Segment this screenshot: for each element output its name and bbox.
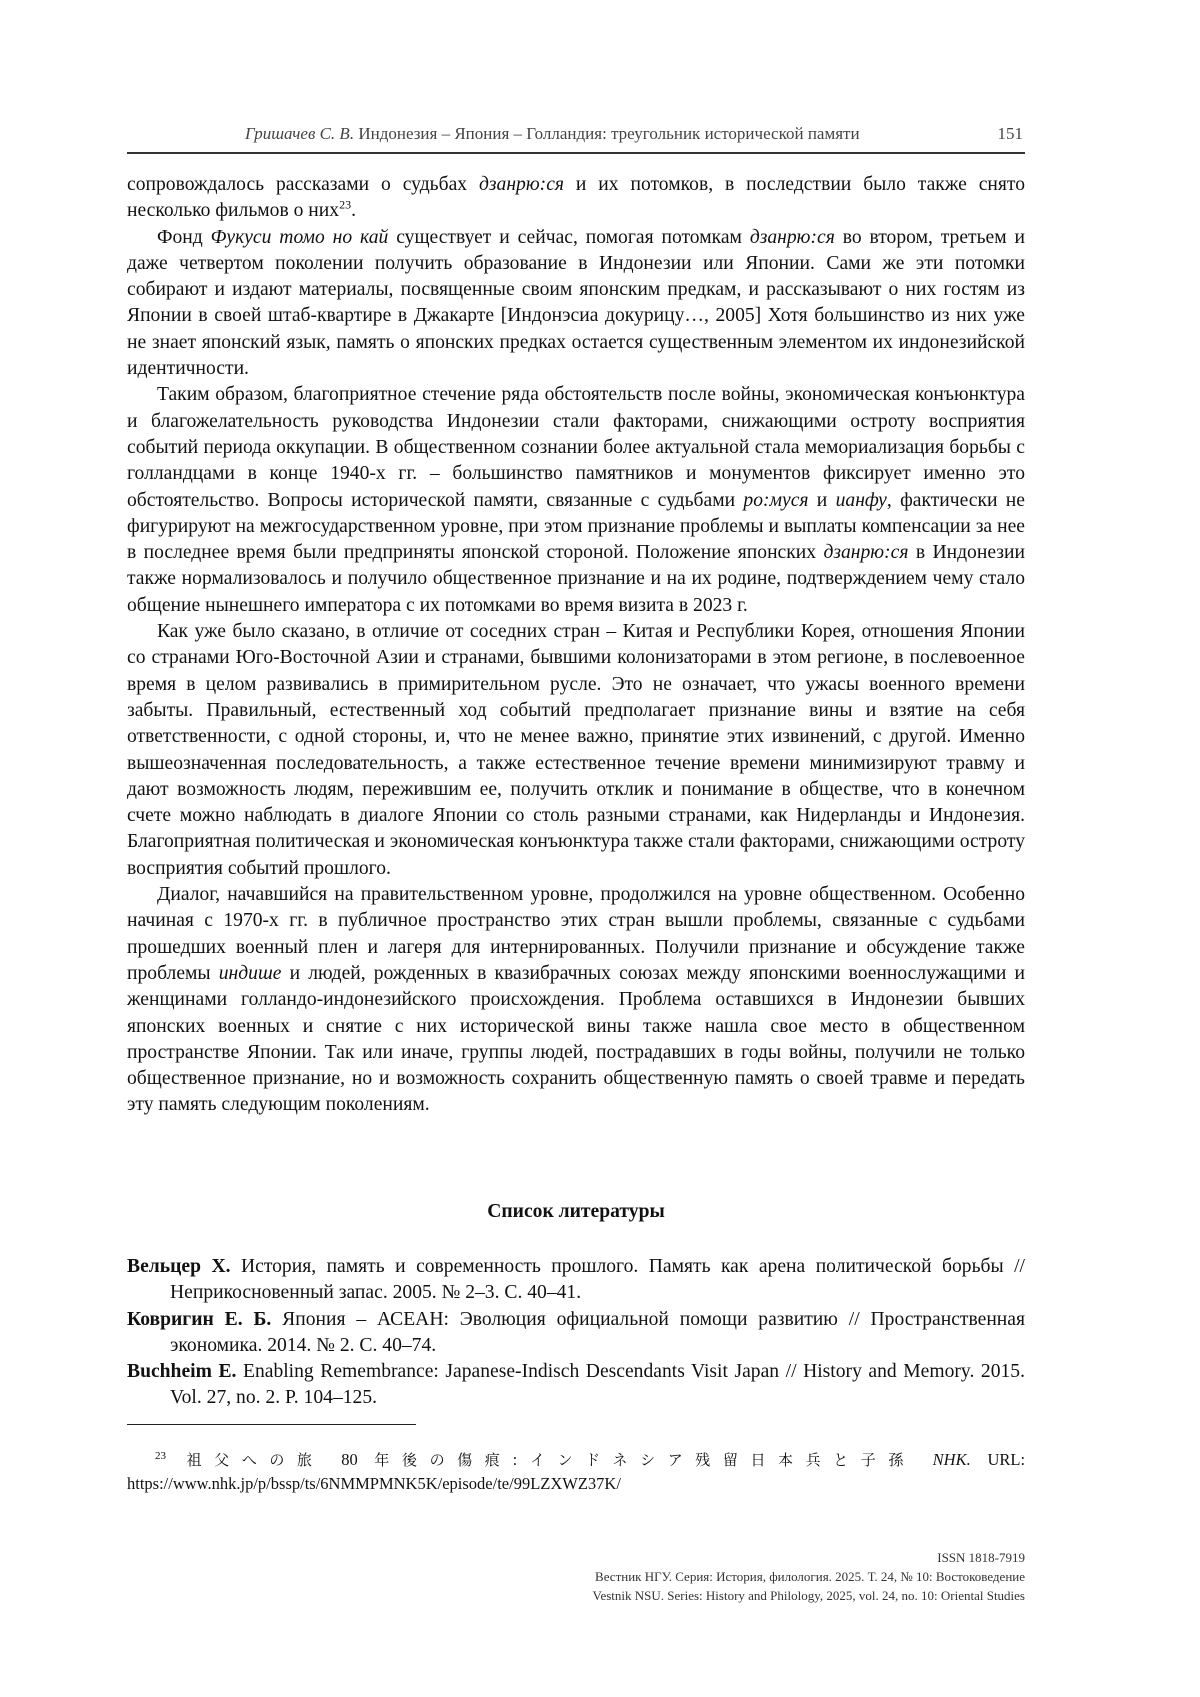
italic-term: ро:муся [743,489,809,511]
text-run: существует и сейчас, помогая потомкам [388,226,750,248]
text-run: и людей, рожденных в квазибрачных союзах между японскими военнослужащими и женщинами голландо-индонезийского происхождения. Проблема оставшихся в Индонезии бывших японских военных и снятие с них исторической вины также нашла свое место в общественном пространстве Японии. Так или иначе, группы людей, пострадавших в годы войны, получили не только общественное признание, но и возможность сохранить общественную память о своей травме и передать эту память следующим поколениям. [127,962,1026,1116]
text-run: сопровождалось рассказами о судьбах [127,174,479,195]
italic-term: дзанрю:ся [478,174,564,195]
paragraph-3 [127,382,1025,619]
journal-en: Vestnik NSU. Series: History and Philology, 2025, vol. 24, no. 10: Oriental Studies [592,1588,1025,1603]
paragraph-5 [127,882,1025,1119]
reference-item [127,1359,1025,1412]
text-run: и их потомков, в последствии было также снято несколько фильмов о них [127,174,1025,222]
references-list [127,1254,1025,1412]
paragraph-1 [127,172,1025,225]
italic-term: дзанрю:ся [749,226,835,248]
article-body [127,172,1025,1119]
footnote-source: NHK. [932,1450,971,1469]
footnote-23 [127,1448,1025,1496]
text-run: в Индонезии также нормализовалось и получило общественное признание и на их родине, подтверждением чему стало общение нынешнего императора с их потомками во время визита в 2023 г. [127,542,1025,616]
italic-term: индише [218,962,282,984]
colophon [593,1548,1025,1605]
reference-text: Япония – АСЕАН: Эволюция официальной помощи развитию // Пространственная экономика. 2014. № 2. С. 40–74. [170,1308,1025,1356]
reference-author: Вельцер Х. [127,1256,231,1277]
text-run: и [808,489,836,511]
footnote-cjk-title: 年後の傷痕:インドネシア残留日本兵と子孫 [374,1451,916,1469]
footnote-ref[interactable]: 23 [339,197,352,212]
footnote-mark: 23 [155,1449,166,1462]
running-header [127,120,1025,154]
reference-item [127,1307,1025,1360]
text-run: , фактически не фигурируют на межгосударственном уровне, при этом признание проблемы и выплаты компенсации за нее в последнее время были предприняты японской стороной. Положение японских [127,489,1025,564]
text-run: Диалог, начавшийся на правительственном уровне, продолжился на уровне общественном. Особенно начиная с 1970-х гг. в публичное пространство этих стран вышли проблемы, связанные с судьбами прошедших военный плен и лагеря для интернированных. Получили признание и обсуждение также проблемы [127,884,1025,984]
reference-item [127,1254,1025,1307]
journal-ru: Вестник НГУ. Серия: История, филология. 2025. Т. 24, № 10: Востоковедение [595,1569,1025,1584]
reference-author: Buchheim E. [127,1361,237,1383]
header-article-title: Индонезия – Япония – Голландия: треугольник исторической памяти [358,124,860,143]
text-run: во втором, третьем и даже четвертом поколении получить образование в Индонезии или Японии. Сами же эти потомки собирают и издают материалы, посвященные своим японским предкам, и рассказывают о них гостям из Японии в своей штаб-квартире в Джакарте [Индонэсиа докурицу…, 2005] Хотя большинство из них уже не знает японский язык, память о японских предках остается существенным элементом их индонезийской идентичности. [127,226,1025,380]
footnote-cjk-title: 祖父への旅 [174,1451,325,1469]
footnote-url[interactable]: URL: https://www.nhk.jp/p/bssp/ts/6NMMPMNK5K/episode/te/99LZXWZ37K/ [127,1450,1026,1493]
italic-term: ианфу [835,489,887,511]
reference-author: Ковригин Е. Б. [127,1308,272,1330]
italic-term: дзанрю:ся [823,542,909,564]
reference-text: Enabling Remembrance: Japanese-Indisch Descendants Visit Japan // History and Memory. 2015. Vol. 27, no. 2. P. 104–125. [170,1361,1025,1409]
footnote-divider [127,1424,416,1425]
reference-text: История, память и современность прошлого. Память как арена политической борьбы // Неприкосновенный запас. 2005. № 2–3. С. 40–41. [170,1256,1025,1304]
text-run: Фонд [157,226,211,248]
footnote-number: 80 [324,1450,375,1469]
page-number: 151 [997,124,1023,143]
header-author: Гришачев С. В. [245,124,355,143]
italic-term: Фукуси томо но кай [210,226,389,248]
paragraph-4: Как уже было сказано, в отличие от соседних стран – Китая и Республики Корея, отношения Японии со странами Юго-Восточной Азии и странами, бывшими колонизаторами в этом регионе, в послевоенное время в целом развивались в примирительном русле. Это не означает, что ужасы военного времени забыты. Правильный, естественный ход событий предполагает признание вины и взятие на себя ответственности, с одной стороны, и, что не менее важно, принятие этих извинений, с другой. Именно вышеозначенная последовательность, а также естественное течение времени минимизируют травму и дают возможность людям, пережившим ее, получить отклик и понимание в обществе, что в конечном счете можно наблюдать в диалоге Японии со столь разными странами, как Нидерланды и Индонезия. Благоприятная политическая и экономическая конъюнктура также стали факторами, снижающими остроту восприятия событий прошлого. [127,621,1025,879]
issn: ISSN 1818-7919 [937,1550,1025,1565]
text-run: Таким образом, благоприятное стечение ряда обстоятельств после войны, экономическая конъюнктура и благожелательность руководства Индонезии стали факторами, снижающими остроту восприятия событий периода оккупации. В общественном сознании более актуальной стала мемориализация борьбы с голландцами в конце 1940-х гг. – большинство памятников и монументов фиксирует именно это обстоятельство. Вопросы исторической памяти, связанные с судьбами [127,384,1025,511]
text-run: . [351,200,356,222]
header-title [245,124,860,144]
references-heading: Список литературы [487,1201,665,1222]
paragraph-2 [127,225,1025,383]
